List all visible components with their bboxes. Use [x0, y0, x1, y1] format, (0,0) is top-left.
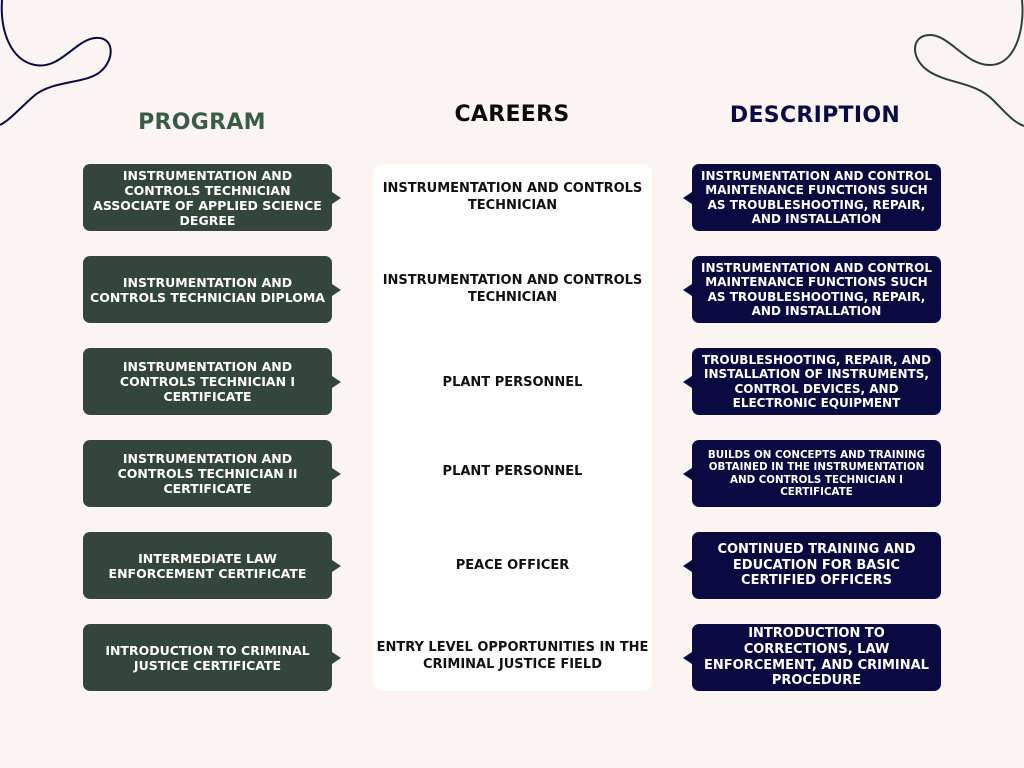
description-box	[692, 624, 941, 691]
description-label: INTRODUCTION TO CORRECTIONS, LAW ENFORCEMENT, AND CRIMINAL PROCEDURE	[704, 626, 929, 689]
description-label: INSTRUMENTATION AND CONTROL MAINTENANCE FUNCTIONS SUCH AS TROUBLESHOOTING, REPAIR, AND INSTALLATION	[701, 168, 932, 226]
description-column-header: DESCRIPTION	[729, 103, 901, 128]
career-label: PLANT PERSONNEL	[442, 464, 583, 480]
career-label: INSTRUMENTATION AND CONTROLS TECHNICIAN	[382, 180, 643, 213]
program-label: INSTRUMENTATION AND CONTROLS TECHNICIAN II CERTIFICATE	[117, 451, 298, 496]
description-box	[692, 348, 941, 415]
program-box	[83, 256, 332, 323]
program-column-header: PROGRAM	[138, 110, 266, 135]
description-label: BUILDS ON CONCEPTS AND TRAINING OBTAINED IN THE INSTRUMENTATION AND CONTROLS TECHNICIAN I CERTIFICATE	[707, 448, 926, 498]
description-box	[692, 256, 941, 323]
program-box	[83, 440, 332, 507]
description-box	[692, 440, 941, 507]
description-label: INSTRUMENTATION AND CONTROL MAINTENANCE FUNCTIONS SUCH AS TROUBLESHOOTING, REPAIR, AND INSTALLATION	[701, 260, 932, 318]
careers-column-header: CAREERS	[454, 102, 570, 127]
program-label: INSTRUMENTATION AND CONTROLS TECHNICIAN DIPLOMA	[90, 274, 325, 305]
description-box	[692, 164, 941, 231]
career-label: ENTRY LEVEL OPPORTUNITIES IN THE CRIMINAL JUSTICE FIELD	[376, 639, 649, 672]
careers-panel	[373, 164, 652, 691]
program-label: INTERMEDIATE LAW ENFORCEMENT CERTIFICATE	[108, 550, 307, 581]
program-label: INTRODUCTION TO CRIMINAL JUSTICE CERTIFICATE	[105, 642, 310, 673]
program-box	[83, 348, 332, 415]
description-label: TROUBLESHOOTING, REPAIR, AND INSTALLATION OF INSTRUMENTS, CONTROL DEVICES, AND ELECTRONIC EQUIPMENT	[701, 352, 932, 410]
program-box	[83, 532, 332, 599]
career-label: PEACE OFFICER	[455, 558, 570, 574]
program-label: INSTRUMENTATION AND CONTROLS TECHNICIAN ASSOCIATE OF APPLIED SCIENCE DEGREE	[93, 167, 322, 228]
program-box	[83, 164, 332, 231]
description-label: CONTINUED TRAINING AND EDUCATION FOR BASIC CERTIFIED OFFICERS	[717, 542, 916, 589]
career-label: PLANT PERSONNEL	[442, 375, 583, 391]
career-label: INSTRUMENTATION AND CONTROLS TECHNICIAN	[382, 272, 643, 305]
program-box	[83, 624, 332, 691]
program-label: INSTRUMENTATION AND CONTROLS TECHNICIAN I CERTIFICATE	[119, 359, 296, 404]
description-box	[692, 532, 941, 599]
